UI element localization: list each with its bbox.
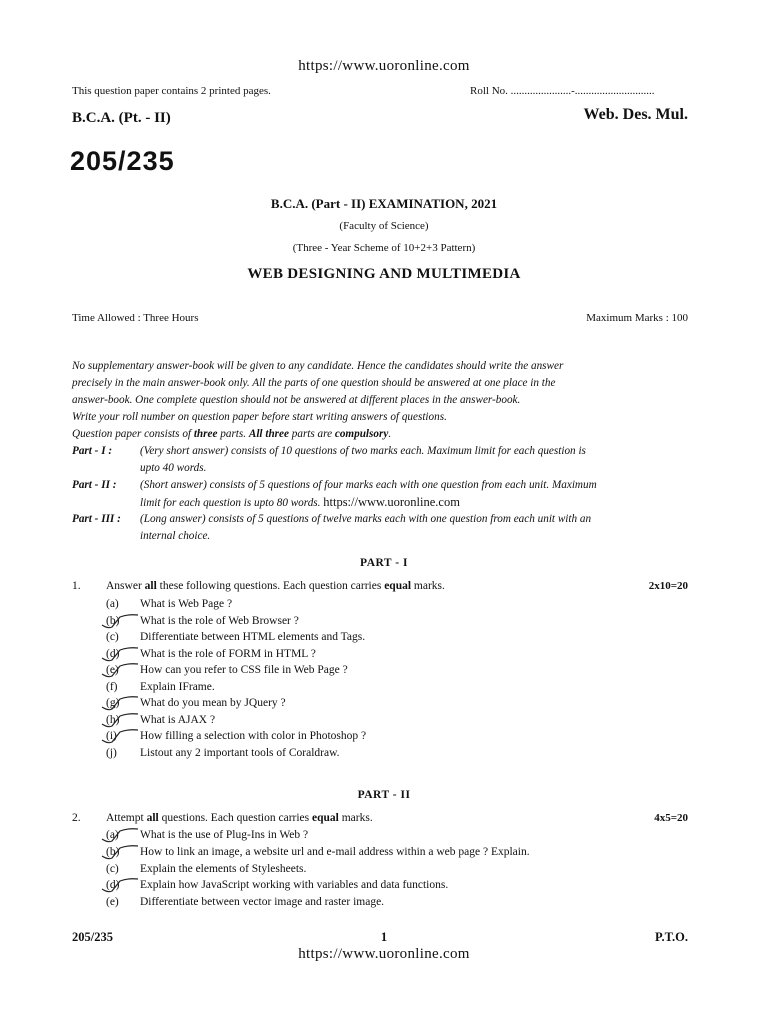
sub-question-text: What is the role of Web Browser ?: [140, 614, 299, 627]
sub-question-letter: (a): [106, 829, 119, 841]
handwritten-tick-icon: [100, 660, 140, 680]
question-two-marks: 4x5=20: [654, 812, 688, 824]
instruction-line: No supplementary answer-book will be given to any candidate. Hence the candidates should write the answer: [72, 360, 564, 372]
sub-question-text: How can you refer to CSS file in Web Page ?: [140, 664, 348, 676]
part-two-label: Part - II :: [72, 479, 117, 491]
sub-question-text: What is the use of Plug-Ins in Web ?: [140, 829, 309, 841]
page-number: 1: [380, 930, 388, 944]
watermark-url-top: https://www.uoronline.com: [298, 58, 470, 74]
watermark-url-inline: https://www.uoronline.com: [323, 495, 460, 509]
instruction-line-parts: Question paper consists of three parts. All three parts are compulsory.: [72, 428, 392, 440]
instruction-line: answer-book. One complete question should not be answered at different places in the answer-book.: [72, 394, 521, 406]
please-turn-over: P.T.O.: [655, 930, 688, 944]
sub-question-letter: (c): [106, 631, 119, 643]
sub-question-letter: (e): [106, 664, 119, 676]
sub-question-text: What is AJAX ?: [140, 713, 216, 726]
handwritten-tick-icon: [100, 875, 140, 895]
sub-question-letter: (d): [106, 647, 120, 660]
subject-title: WEB DESIGNING AND MULTIMEDIA: [247, 266, 521, 282]
sub-question-text: Explain IFrame.: [140, 680, 215, 693]
time-allowed: Time Allowed : Three Hours: [72, 312, 199, 324]
sub-question-letter: (c): [106, 862, 119, 875]
question-one-marks: 2x10=20: [648, 580, 688, 592]
instruction-line: precisely in the main answer-book only. All the parts of one question should be answered at one place in the: [72, 377, 556, 389]
part-three-description: Part - III : (Long answer) consists of 5 questions of twelve marks each with one question from each unit with an internal choice.: [72, 513, 592, 542]
subject-short-code: Web. Des. Mul.: [583, 106, 688, 123]
paper-code: 205/235: [70, 146, 175, 176]
sub-question-text: How filling a selection with color in Photoshop ?: [140, 730, 367, 742]
faculty-line: (Faculty of Science): [339, 220, 429, 232]
handwritten-tick-icon: [100, 726, 140, 746]
part-two-heading: PART - II: [357, 789, 411, 801]
printed-pages-note: This question paper contains 2 printed pages.: [72, 85, 271, 97]
exam-title: B.C.A. (Part - II) EXAMINATION, 2021: [270, 196, 498, 211]
sub-question-letter: (a): [106, 598, 119, 610]
watermark-url-bottom: https://www.uoronline.com: [298, 946, 470, 962]
sub-question-letter: (j): [106, 746, 117, 759]
sub-question-text: What is the role of FORM in HTML ?: [140, 647, 316, 660]
sub-question-text: What is Web Page ?: [140, 598, 233, 610]
part-one-heading: PART - I: [360, 557, 408, 569]
sub-question-text: Listout any 2 important tools of Coraldraw.: [140, 746, 340, 759]
sub-question-text: What do you mean by JQuery ?: [140, 697, 286, 709]
sub-question-text: Differentiate between vector image and raster image.: [140, 896, 385, 909]
handwritten-tick-icon: [100, 611, 140, 631]
sub-question-letter: (f): [106, 680, 118, 693]
handwritten-tick-icon: [100, 842, 140, 862]
part-one-description: Part - I : (Very short answer) consists of 10 questions of two marks each. Maximum limit for each question is upto 40 words.: [72, 445, 586, 474]
part-three-label: Part - III :: [72, 513, 121, 525]
course-name: B.C.A. (Pt. - II): [72, 110, 171, 126]
sub-question-letter: (i): [106, 730, 117, 742]
sub-question-letter: (b): [106, 614, 120, 627]
sub-question-text: Explain the elements of Stylesheets.: [140, 862, 307, 875]
sub-question-letter: (h): [106, 713, 120, 726]
part-one-label: Part - I :: [72, 445, 113, 457]
part-two-description: Part - II : (Short answer) consists of 5 questions of four marks each with one question from each unit. Maximum limit for each question is upto 80 words. https://www.uoronline.com: [72, 479, 597, 509]
sub-question-letter: (e): [106, 896, 119, 909]
sub-question-letter: (b): [106, 845, 120, 858]
sub-question-text: How to link an image, a website url and e-mail address within a web page ? Explain.: [140, 845, 530, 858]
maximum-marks: Maximum Marks : 100: [586, 312, 688, 324]
sub-question-text: Differentiate between HTML elements and Tags.: [140, 631, 366, 643]
roll-number-field: Roll No. ......................-.............................: [470, 85, 655, 97]
footer-paper-code: 205/235: [72, 930, 113, 944]
scheme-line: (Three - Year Scheme of 10+2+3 Pattern): [292, 242, 476, 254]
sub-question-text: Explain how JavaScript working with variables and data functions.: [140, 879, 449, 892]
sub-question-letter: (d): [106, 879, 120, 892]
sub-question-letter: (g): [106, 697, 120, 709]
instruction-line: Write your roll number on question paper before start writing answers of questions.: [72, 411, 447, 423]
